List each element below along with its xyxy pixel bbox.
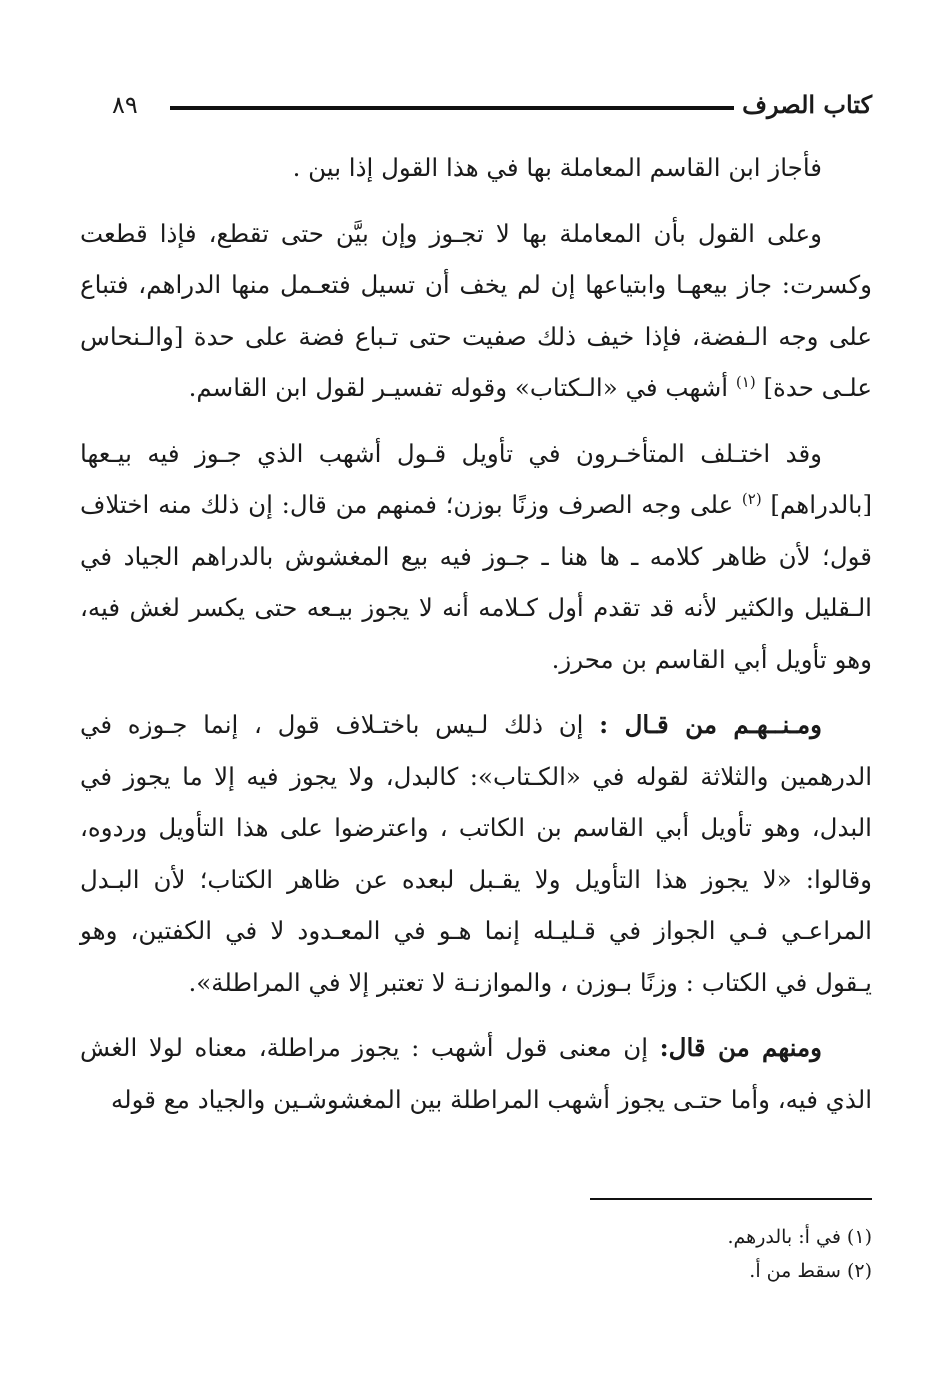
running-title: كتاب الصرف — [742, 90, 872, 119]
paragraph-3 — [80, 428, 872, 686]
paragraph-2 — [80, 208, 872, 414]
header-rule — [170, 106, 734, 110]
paragraph-text: فأجاز ابن القاسم المعاملة بها في هذا القول إذا بين . — [292, 153, 822, 182]
paragraph-lead: ومنهم من قال: — [659, 1033, 822, 1062]
paragraph-5 — [80, 1022, 872, 1125]
footnote-separator — [590, 1198, 872, 1200]
page-number: ٨٩ — [112, 91, 138, 119]
footnote-1: (١) في أ: بالدرهم. — [727, 1226, 872, 1248]
paragraph-text: وقد اختـلف المتأخـرون في تأويل قـول أشهب الذي جـوز فيه بيـعها [بالدراهم] — [80, 438, 873, 519]
footnotes — [372, 1220, 872, 1288]
paragraph-lead: ومـنــهـم من قـال : — [599, 710, 823, 739]
footnote-ref-2: (٢) — [741, 489, 762, 508]
paragraph-text-continued: على وجه الصرف وزنًا بوزن؛ فمنهم من قال: إن ذلك منه اختلاف قول؛ لأن ظاهر كلامه ـ ها هنا ـ جـوز فيه بيع المغشوش بالدراهم الجياد في الـقليل والكثير لأنه قد تقدم أول كـلامه أنه لا يجوز بيـعه حتى يكسر لغش فيه، وهو تأويل أبي القاسم بن محرز. — [80, 490, 872, 674]
paragraph-text: وعلى القول بأن المعاملة بها لا تجـوز وإن بيَّن حتى تقطع، فإذا قطعت وكسرت: جاز بيعهـا وابتياعها إن لم يخف أن تسيل فتعـمل منها الدراهم، فتباع على وجه الـفضة، فإذا خيف ذلك صفيت حتى تـباع فضة على حدة [والـنحاس علـى حدة] — [80, 218, 872, 402]
footnote-ref-1: (١) — [735, 372, 756, 391]
paragraph-4 — [80, 699, 872, 1008]
body-text — [80, 142, 872, 1125]
paragraph-1 — [80, 142, 872, 194]
footnote-2: (٢) سقط من أ. — [749, 1260, 872, 1282]
paragraph-text: إن معنى قول أشهب : يجوز مراطلة، معناه لولا الغش الذي فيه، وأما حتـى يجوز أشهب المراطلة بين المغشوشـين والجياد مع قوله — [80, 1033, 872, 1114]
paragraph-text: إن ذلك لـيس باختـلاف قول ، إنما جـوزه في الدرهمين والثلاثة لقوله في «الكـتاب»: كالبدل، ولا يجوز فيه إلا ما يجوز في البدل، وهو تأويل أبي القاسم بن الكاتب ، واعترضوا على هذا التأويل وردوه، وقالوا: «لا يجوز هذا التأويل ولا يقـبل لبعده عن ظاهر الكتاب؛ لأن البـدل المراعـي فـي الجواز في قـليـله إنما هـو في المعـدود لا في الكفتين، وهو يـقول في الكتاب : وزنًا بـوزن ، والموازنـة لا تعتبر إلا في المراطلة». — [80, 710, 872, 997]
page-header — [112, 90, 872, 126]
paragraph-text-continued: أشهب في «الـكتاب» وقوله تفسيـر لقول ابن القاسم. — [188, 373, 729, 402]
